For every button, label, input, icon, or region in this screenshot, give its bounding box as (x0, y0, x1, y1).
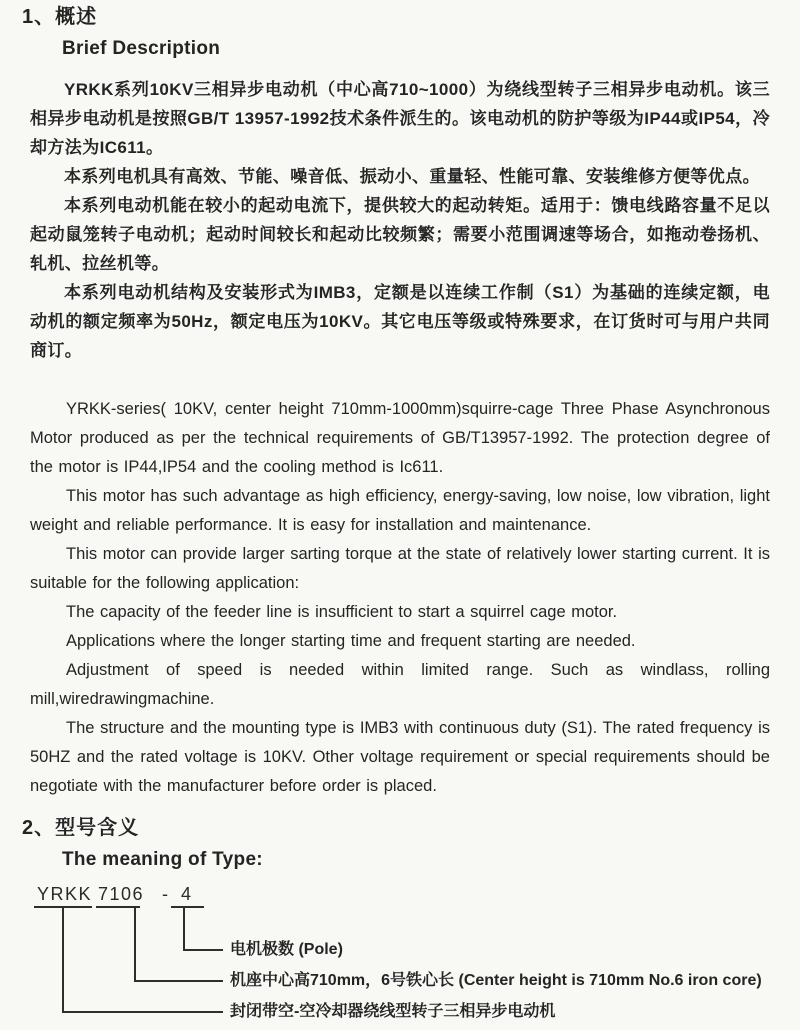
type-code-prefix: YRKK (37, 884, 93, 904)
en-paragraph-7: The structure and the mounting type is IMB3 with continuous duty (S1). The rated frequency is 50HZ and the rated voltage is 10KV. Other voltage requirement or special requirements should be negotiate with the manufacturer before order is placed. (30, 719, 770, 795)
type-code-diagram (0, 883, 800, 1030)
frame-label: 机座中心高710mm，6号铁心长 (Center height is 710mm No.6 iron core) (230, 972, 762, 989)
zh-paragraph-1: YRKK系列10KV三相异步电动机（中心高710~1000）为绕线型转子三相异步电动机。该三相异步电动机是按照GB/T 13957-1992技术条件派生的。该电动机的防护等级为IP44或IP54，冷却方法为IC611。 (30, 80, 770, 157)
en-paragraph-1: YRKK-series( 10KV, center height 710mm-1000mm)squirre-cage Three Phase Asynchronous Motor produced as per the technical requirements of GB/T13957-1992. The protection degree of the motor is IP44,IP54 and the cooling method is Ic611. (30, 400, 770, 476)
english-description (30, 395, 770, 801)
en-paragraph-4: The capacity of the feeder line is insufficient to start a squirrel cage motor. (66, 603, 618, 621)
frame-connector-vertical (134, 908, 136, 982)
type-code-pole: 4 (181, 884, 193, 904)
section1-title: 1、概述 (22, 6, 98, 28)
series-label: 封闭带空-空冷却器绕线型转子三相异步电动机 (230, 1003, 556, 1020)
en-paragraph-6: Adjustment of speed is needed within limited range. Such as windlass, rolling mill,wiredrawingmachine. (30, 661, 770, 708)
zh-paragraph-2: 本系列电机具有高效、节能、噪音低、振动小、重量轻、性能可靠、安装维修方便等优点。 (64, 167, 760, 186)
en-paragraph-3: This motor can provide larger sarting torque at the state of relatively lower starting current. It is suitable for the following application: (30, 545, 770, 592)
pole-connector-horizontal (183, 949, 223, 951)
zh-paragraph-4: 本系列电动机结构及安装形式为IMB3，定额是以连续工作制（S1）为基础的连续定额，电动机的额定频率为50Hz，额定电压为10KV。其它电压等级或特殊要求，在订货时可与用户共同商订。 (30, 283, 770, 360)
zh-paragraph-3: 本系列电动机能在较小的起动电流下，提供较大的起动转矩。适用于：馈电线路容量不足以起动鼠笼转子电动机；起动时间较长和起动比较频繁；需要小范围调速等场合，如拖动卷扬机、轧机、拉丝机等。 (30, 196, 770, 273)
frame-connector-horizontal (134, 980, 223, 982)
series-connector-horizontal (62, 1011, 223, 1013)
series-connector-vertical (62, 908, 64, 1013)
en-paragraph-5: Applications where the longer starting time and frequent starting are needed. (66, 632, 636, 650)
type-code-dash: - (162, 884, 170, 904)
pole-connector-vertical (183, 908, 185, 951)
chinese-description (30, 75, 770, 365)
pole-label: 电机极数 (Pole) (230, 941, 343, 958)
en-paragraph-2: This motor has such advantage as high efficiency, energy-saving, low noise, low vibration, light weight and reliable performance. It is easy for installation and maintenance. (30, 487, 770, 534)
section1-subtitle: Brief Description (62, 38, 221, 59)
type-code-frame: 7106 (98, 884, 145, 904)
pole-underline (171, 906, 204, 908)
section2-title: 2、型号含义 (22, 817, 140, 839)
section2-subtitle: The meaning of Type: (62, 849, 263, 870)
